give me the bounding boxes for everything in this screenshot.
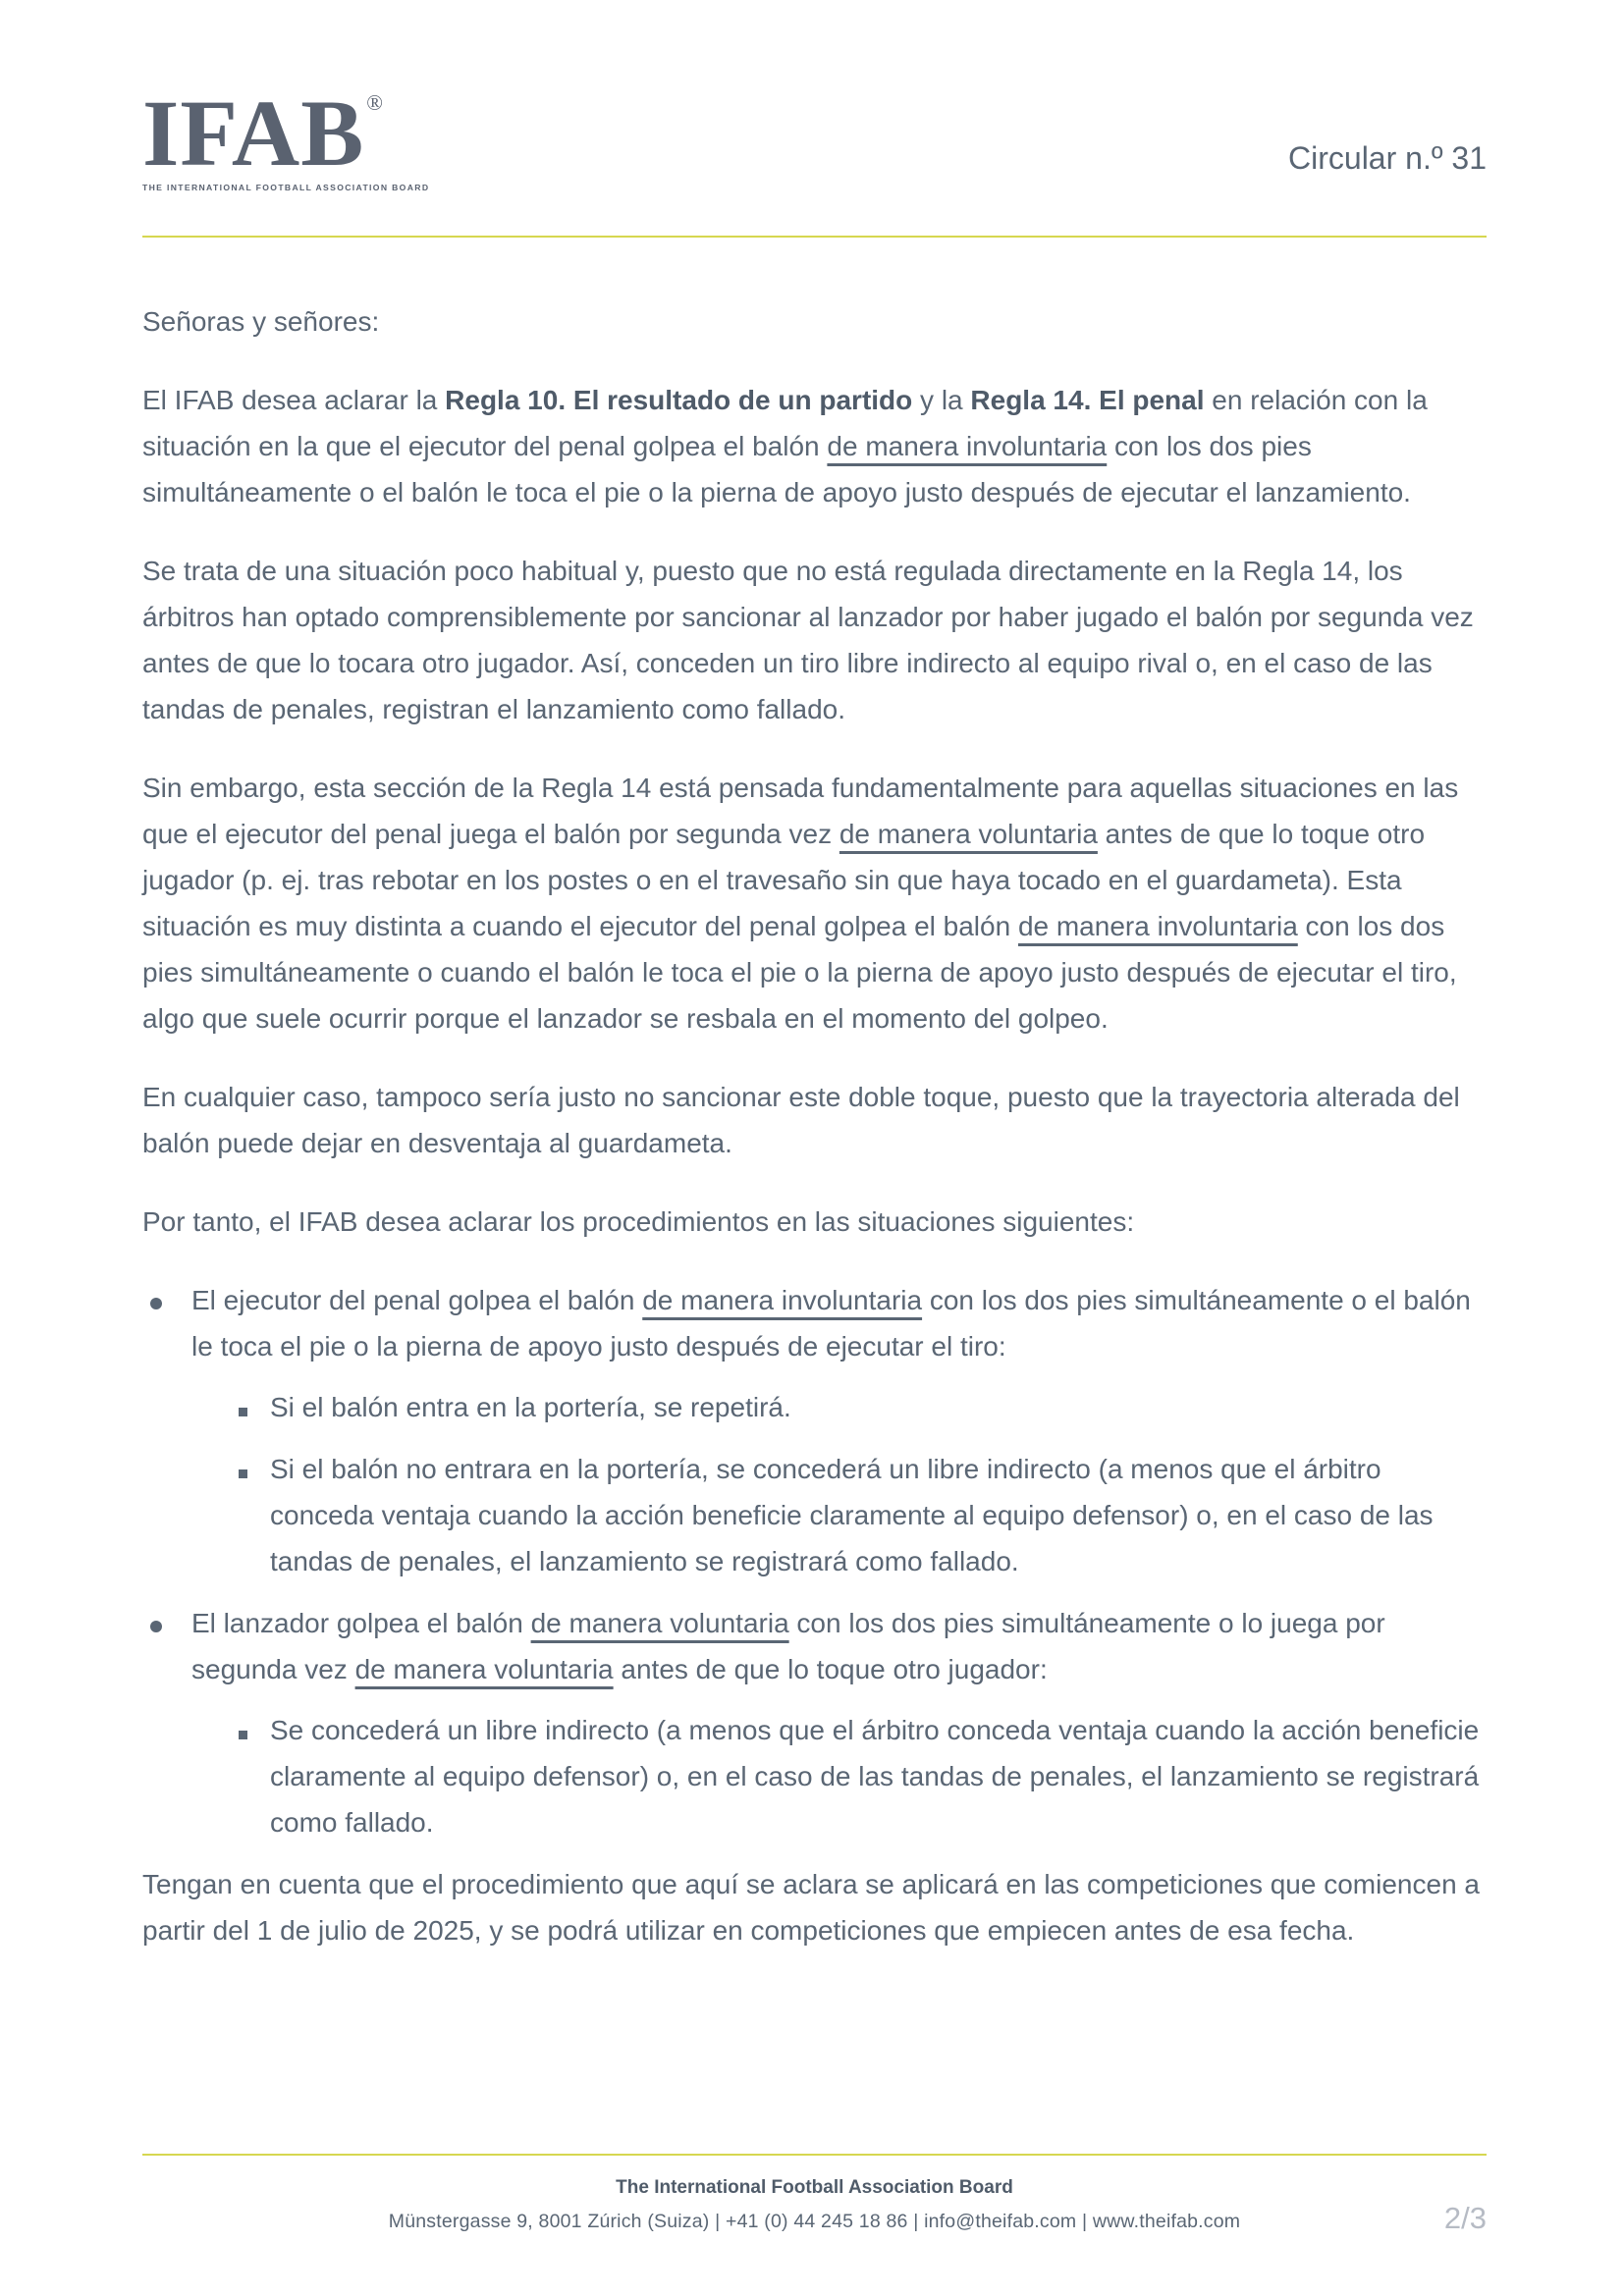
paragraph (142, 377, 1491, 515)
block-text: El lanzador golpea el balón de manera voluntaria con los dos pies simultáneamente o lo juega por segunda vez de manera voluntaria antes de que lo toque otro jugador: (191, 1607, 1385, 1684)
page-indicator: 2/3 (1443, 2201, 1487, 2235)
paragraph (142, 765, 1491, 1041)
bullet-square-icon (237, 1384, 270, 1430)
letter-body (142, 298, 1491, 1953)
block-text: En cualquier caso, tampoco sería justo no sancionar este doble toque, puesto que la trayectoria alterada del balón puede dejar en desventaja al guardameta. (142, 1081, 1460, 1158)
bullet-square-icon (237, 1707, 270, 1845)
bullet-dot-icon (142, 1600, 191, 1692)
bullet-item (142, 1277, 1491, 1369)
ifab-logo (142, 80, 430, 193)
ifab-wordmark: IFAB (142, 80, 365, 186)
paragraph (142, 1074, 1491, 1166)
page-footer (142, 2154, 1487, 2233)
footer-contact: Münstergasse 9, 8001 Zúrich (Suiza) | +41 (0) 44 245 18 86 | info@theifab.com | www.theifab.com (388, 2211, 1241, 2232)
paragraph (142, 1861, 1491, 1953)
footer-divider (142, 2154, 1487, 2156)
block-text: Sin embargo, esta sección de la Regla 14 está pensada fundamentalmente para aquellas situaciones en las que el ejecutor del penal juega el balón por segunda vez de manera voluntaria antes de que lo toque otro jugador (p. ej. tras rebotar en los postes o en el travesaño sin que haya tocado en el guardameta). Esta situación es muy distinta a cuando el ejecutor del penal golpea el balón de manera involuntaria con los dos pies simultáneamente o cuando el balón le toca el pie o la pierna de apoyo justo después de ejecutar el tiro, algo que suele ocurrir porque el lanzador se resbala en el momento del golpeo. (142, 772, 1459, 1034)
bullet-item (142, 1384, 1491, 1430)
block-text: Se concederá un libre indirecto (a menos que el árbitro conceda ventaja cuando la acción beneficie claramente al equipo defensor) o, en el caso de las tandas de penales, el lanzamiento se registrará como fallado. (270, 1714, 1480, 1838)
page-header (142, 80, 1487, 193)
ifab-wordmark-row (142, 80, 398, 186)
salutation: Señoras y señores: (142, 305, 380, 337)
block-text: Se trata de una situación poco habitual y, puesto que no está regulada directamente en la Regla 14, los árbitros han optado comprensiblemente por sancionar al lanzador por haber jugado el balón por segunda vez antes de que lo tocara otro jugador. Así, conceden un tiro libre indirecto al equipo rival o, en el caso de las tandas de penales, registran el lanzamiento como fallado. (142, 555, 1474, 724)
paragraph (142, 548, 1491, 732)
bullet-item (142, 1446, 1491, 1584)
block-text: Si el balón entra en la portería, se repetirá. (270, 1391, 791, 1422)
block-text: Si el balón no entrara en la portería, se concederá un libre indirecto (a menos que el árbitro conceda ventaja cuando la acción beneficie claramente al equipo defensor) o, en el caso de las tandas de penales, el lanzamiento se registrará como fallado. (270, 1453, 1434, 1576)
bullet-square-icon (237, 1446, 270, 1584)
block-text: El IFAB desea aclarar la Regla 10. El resultado de un partido y la Regla 14. El penal en relación con la situación en la que el ejecutor del penal golpea el balón de manera involuntaria con los dos pies simultáneamente o el balón le toca el pie o la pierna de apoyo justo después de ejecutar el lanzamiento. (142, 384, 1428, 507)
ifab-logo-tagline: THE INTERNATIONAL FOOTBALL ASSOCIATION BOARD (142, 183, 430, 193)
footer-organisation: The International Football Association Board (616, 2177, 1013, 2198)
block-text: El ejecutor del penal golpea el balón de manera involuntaria con los dos pies simultáneamente o el balón le toca el pie o la pierna de apoyo justo después de ejecutar el tiro: (191, 1284, 1471, 1362)
bullet-dot-icon (142, 1277, 191, 1369)
circular-number: Circular n.º 31 (1288, 139, 1487, 176)
header-divider (142, 236, 1487, 238)
bullet-item (142, 1707, 1491, 1845)
paragraph (142, 1199, 1491, 1245)
block-text: Tengan en cuenta que el procedimiento que aquí se aclara se aplicará en las competiciones que comiencen a partir del 1 de julio de 2025, y se podrá utilizar en competiciones que empiecen antes de esa fecha. (142, 1868, 1480, 1946)
bullet-item (142, 1600, 1491, 1692)
registered-trademark-icon: ® (366, 90, 383, 115)
letter-blocks (142, 377, 1491, 1953)
block-text: Por tanto, el IFAB desea aclarar los procedimientos en las situaciones siguientes: (142, 1205, 1135, 1237)
